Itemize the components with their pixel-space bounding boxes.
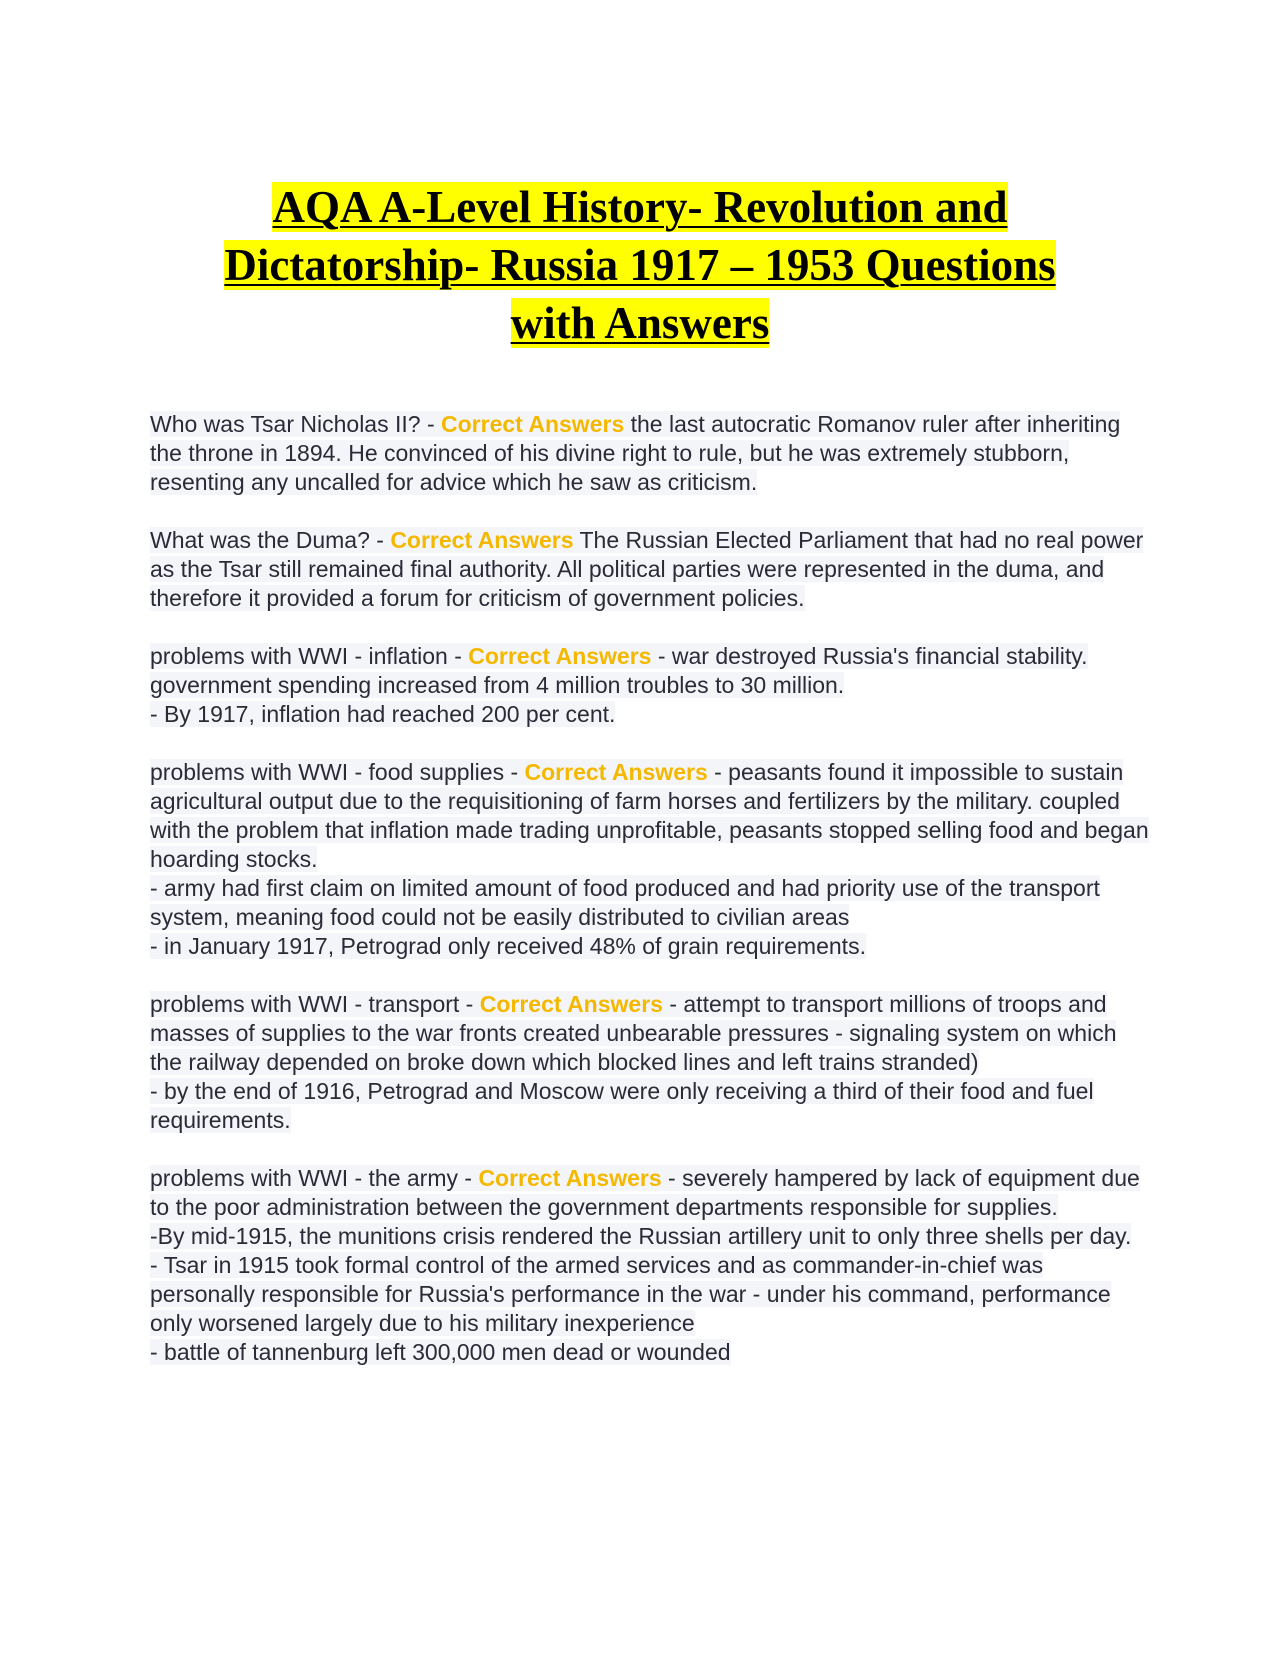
answer-bullet: - By 1917, inflation had reached 200 per cent.: [150, 701, 616, 727]
answer-bullet: - battle of tannenburg left 300,000 men dead or wounded: [150, 1339, 731, 1365]
question-text: problems with WWI - transport -: [150, 991, 480, 1017]
document-title: [150, 178, 1130, 352]
answer-bullet: - army had first claim on limited amount of food produced and had priority use of the transport system, meaning food could not be easily distributed to civilian areas: [150, 875, 1100, 930]
answer-text: the last autocratic Romanov ruler after inheriting the throne in 1894. He convinced of his divine right to rule, but he was extremely stubborn, resenting any uncalled for advice which he saw as criticism.: [150, 411, 1121, 495]
correct-answers-label: Correct Answers: [390, 527, 574, 553]
correct-answers-label: Correct Answers: [478, 1165, 662, 1191]
answer-text: - severely hampered by lack of equipment due to the poor administration between the government departments responsible for supplies.: [150, 1165, 1140, 1220]
answer-text: - attempt to transport millions of troops and masses of supplies to the war fronts created unbearable pressures - signaling system on which the railway depended on broke down which blocked lines and left trains stranded): [150, 991, 1117, 1075]
answer-bullet: -By mid-1915, the munitions crisis rendered the Russian artillery unit to only three shells per day.: [150, 1223, 1132, 1249]
answer-bullet: - in January 1917, Petrograd only received 48% of grain requirements.: [150, 933, 866, 959]
answer-bullet: - by the end of 1916, Petrograd and Moscow were only receiving a third of their food and fuel requirements.: [150, 1078, 1094, 1133]
answer-text: - peasants found it impossible to sustain agricultural output due to the requisitioning of farm horses and fertilizers by the military. coupled with the problem that inflation made trading unprofitable, peasants stopped selling food and began hoarding stocks.: [150, 759, 1149, 872]
qa-paragraph: [150, 758, 1150, 874]
qa-paragraph: [150, 642, 1150, 700]
question-text: What was the Duma? -: [150, 527, 391, 553]
qa-item: [150, 642, 1150, 729]
qa-paragraph: [150, 990, 1150, 1077]
qa-list: [150, 410, 1150, 1396]
title-line: Dictatorship- Russia 1917 – 1953 Questions: [224, 240, 1056, 290]
title-line: with Answers: [510, 298, 770, 348]
title-line: AQA A-Level History- Revolution and: [272, 182, 1008, 232]
answer-text: The Russian Elected Parliament that had no real power as the Tsar still remained final authority. All political parties were represented in the duma, and therefore it provided a forum for criticism of government policies.: [150, 527, 1144, 611]
question-text: problems with WWI - the army -: [150, 1165, 479, 1191]
qa-item: [150, 526, 1150, 613]
answer-bullet: - Tsar in 1915 took formal control of the armed services and as commander-in-chief was personally responsible for Russia's performance in the war - under his command, performance only worsened largely due to his military inexperience: [150, 1252, 1111, 1336]
correct-answers-label: Correct Answers: [479, 991, 663, 1017]
correct-answers-label: Correct Answers: [468, 643, 652, 669]
question-text: problems with WWI - inflation -: [150, 643, 469, 669]
qa-item: [150, 410, 1150, 497]
correct-answers-label: Correct Answers: [524, 759, 708, 785]
answer-text: - war destroyed Russia's financial stability. government spending increased from 4 million troubles to 30 million.: [150, 643, 1088, 698]
correct-answers-label: Correct Answers: [441, 411, 625, 437]
question-text: problems with WWI - food supplies -: [150, 759, 525, 785]
qa-item: [150, 990, 1150, 1135]
qa-item: [150, 758, 1150, 961]
qa-paragraph: [150, 410, 1150, 497]
qa-paragraph: [150, 526, 1150, 613]
question-text: Who was Tsar Nicholas II? -: [150, 411, 442, 437]
qa-paragraph: [150, 1164, 1150, 1222]
qa-item: [150, 1164, 1150, 1367]
